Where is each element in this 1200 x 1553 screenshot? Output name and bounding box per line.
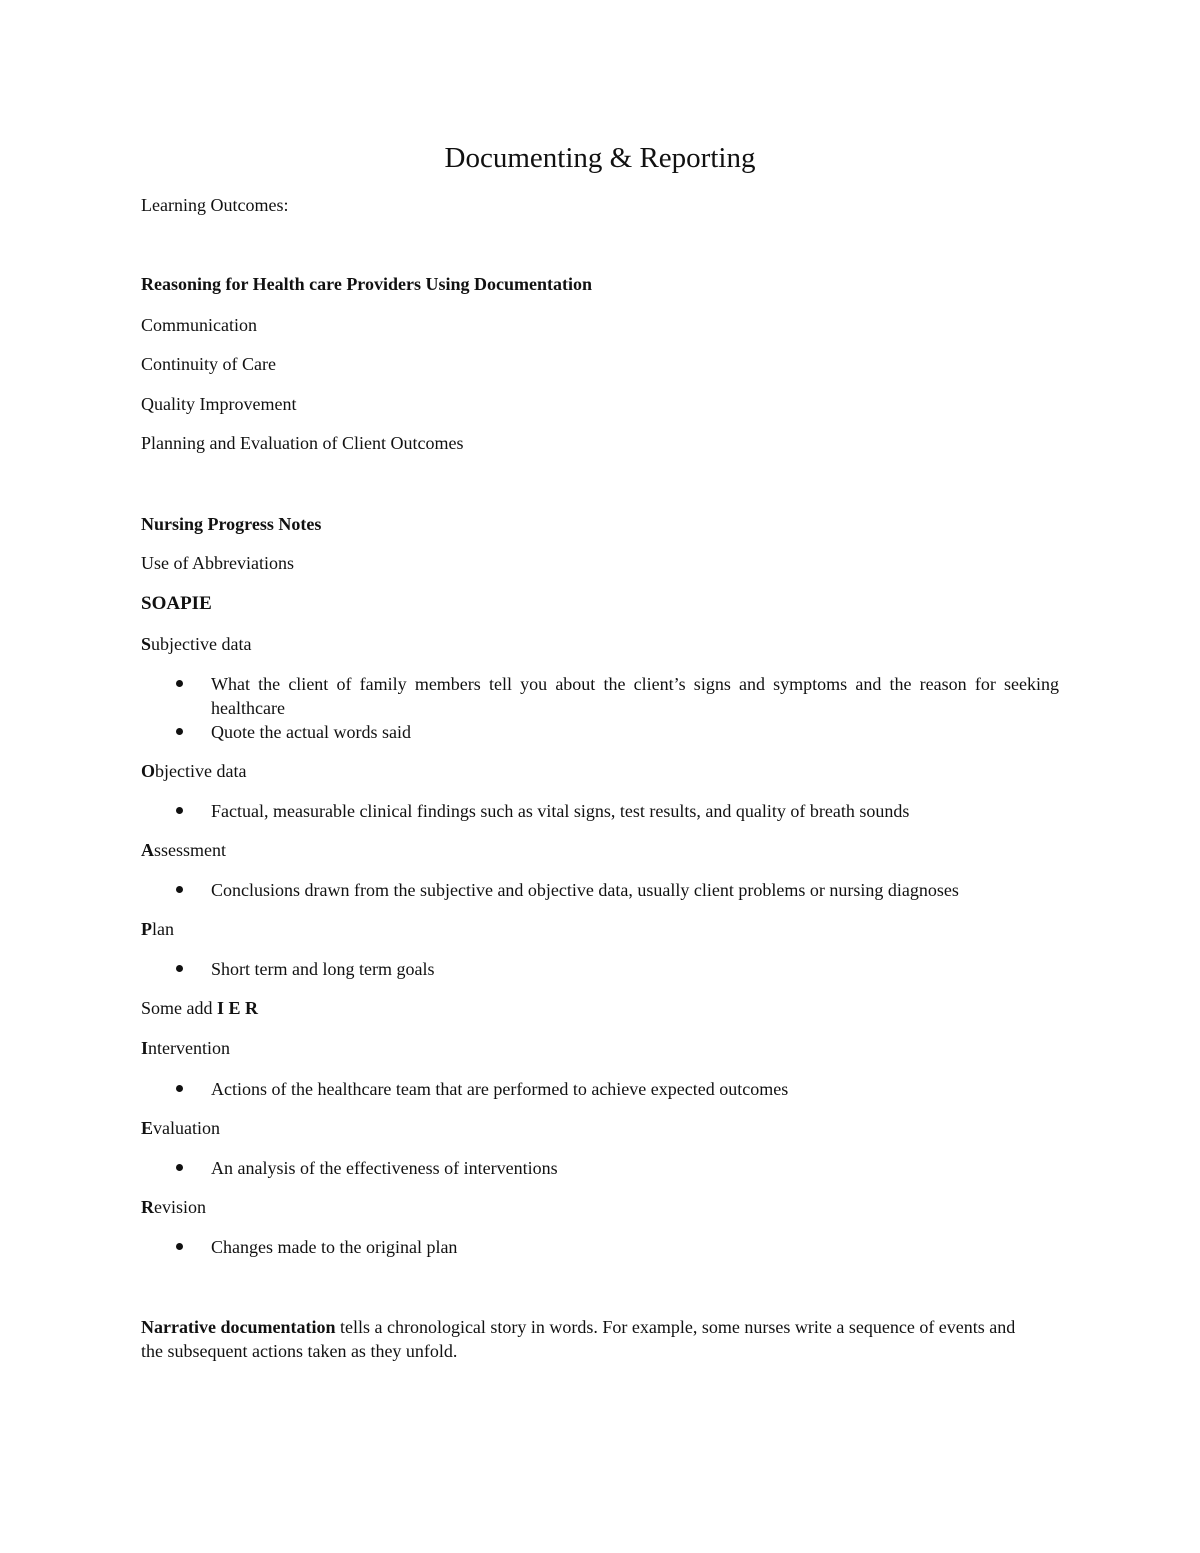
- assessment-bullet: Conclusions drawn from the subjective and objective data, usually client problems or nursing diagnoses: [211, 880, 959, 900]
- reasoning-item: Quality Improvement: [141, 394, 297, 414]
- learning-outcomes-label: Learning Outcomes:: [141, 195, 289, 215]
- assessment-heading: [141, 839, 226, 861]
- reasoning-item: Communication: [141, 315, 257, 335]
- bullet-dot: [176, 1085, 183, 1092]
- evaluation-bullet: An analysis of the effectiveness of interventions: [211, 1158, 558, 1178]
- bullet-dot: [176, 728, 183, 735]
- soapie-heading: SOAPIE: [141, 593, 212, 614]
- heading-rest: bjective data: [155, 761, 247, 781]
- heading-rest: ssessment: [154, 840, 226, 860]
- heading-initial: I: [141, 1038, 149, 1058]
- some-add-letters: I E R: [217, 998, 259, 1018]
- bullet-dot: [176, 886, 183, 893]
- heading-rest: ubjective data: [151, 634, 252, 654]
- heading-initial: P: [141, 919, 152, 939]
- objective-heading: [141, 760, 246, 782]
- subjective-bullet: What the client of family members tell you about the client’s signs and symptoms and the reason for seeking healthcare: [211, 674, 1059, 718]
- bullet-dot: [176, 1164, 183, 1171]
- some-add-text: Some add: [141, 998, 217, 1018]
- bullet-dot: [176, 1243, 183, 1250]
- evaluation-heading: [141, 1117, 220, 1139]
- heading-rest: valuation: [153, 1118, 220, 1138]
- heading-rest: lan: [152, 919, 174, 939]
- subjective-bullet: Quote the actual words said: [211, 722, 411, 742]
- document-title: Documenting & Reporting: [444, 142, 756, 174]
- abbreviations-label: Use of Abbreviations: [141, 553, 294, 573]
- heading-initial: E: [141, 1118, 154, 1138]
- heading-initial: O: [141, 761, 156, 781]
- heading-rest: ntervention: [148, 1038, 230, 1058]
- revision-bullet: Changes made to the original plan: [211, 1237, 458, 1257]
- heading-initial: R: [141, 1197, 154, 1217]
- intervention-heading: [141, 1037, 230, 1059]
- plan-heading: [141, 918, 174, 940]
- heading-rest: evision: [154, 1197, 206, 1217]
- intervention-bullet: Actions of the healthcare team that are performed to achieve expected outcomes: [211, 1079, 789, 1099]
- progress-notes-heading: Nursing Progress Notes: [141, 514, 322, 534]
- reasoning-item: Continuity of Care: [141, 354, 276, 374]
- heading-initial: S: [141, 634, 152, 654]
- bullet-dot: [176, 680, 183, 687]
- revision-heading: [141, 1196, 206, 1218]
- reasoning-heading: Reasoning for Health care Providers Using Documentation: [141, 274, 592, 294]
- some-add-line: [141, 997, 258, 1019]
- reasoning-item: Planning and Evaluation of Client Outcomes: [141, 433, 464, 453]
- subjective-heading: [141, 633, 251, 655]
- bullet-dot: [176, 807, 183, 814]
- narrative-paragraph: [141, 1315, 1021, 1363]
- heading-initial: A: [141, 840, 154, 860]
- bullet-dot: [176, 965, 183, 972]
- narrative-text: tells a chronological story in words. For example, some nurses write a sequence of events and the subsequent actions taken as they unfold.: [141, 1317, 1016, 1361]
- objective-bullet: Factual, measurable clinical findings such as vital signs, test results, and quality of breath sounds: [211, 801, 910, 821]
- narrative-term: Narrative documentation: [141, 1317, 336, 1337]
- plan-bullet: Short term and long term goals: [211, 959, 435, 979]
